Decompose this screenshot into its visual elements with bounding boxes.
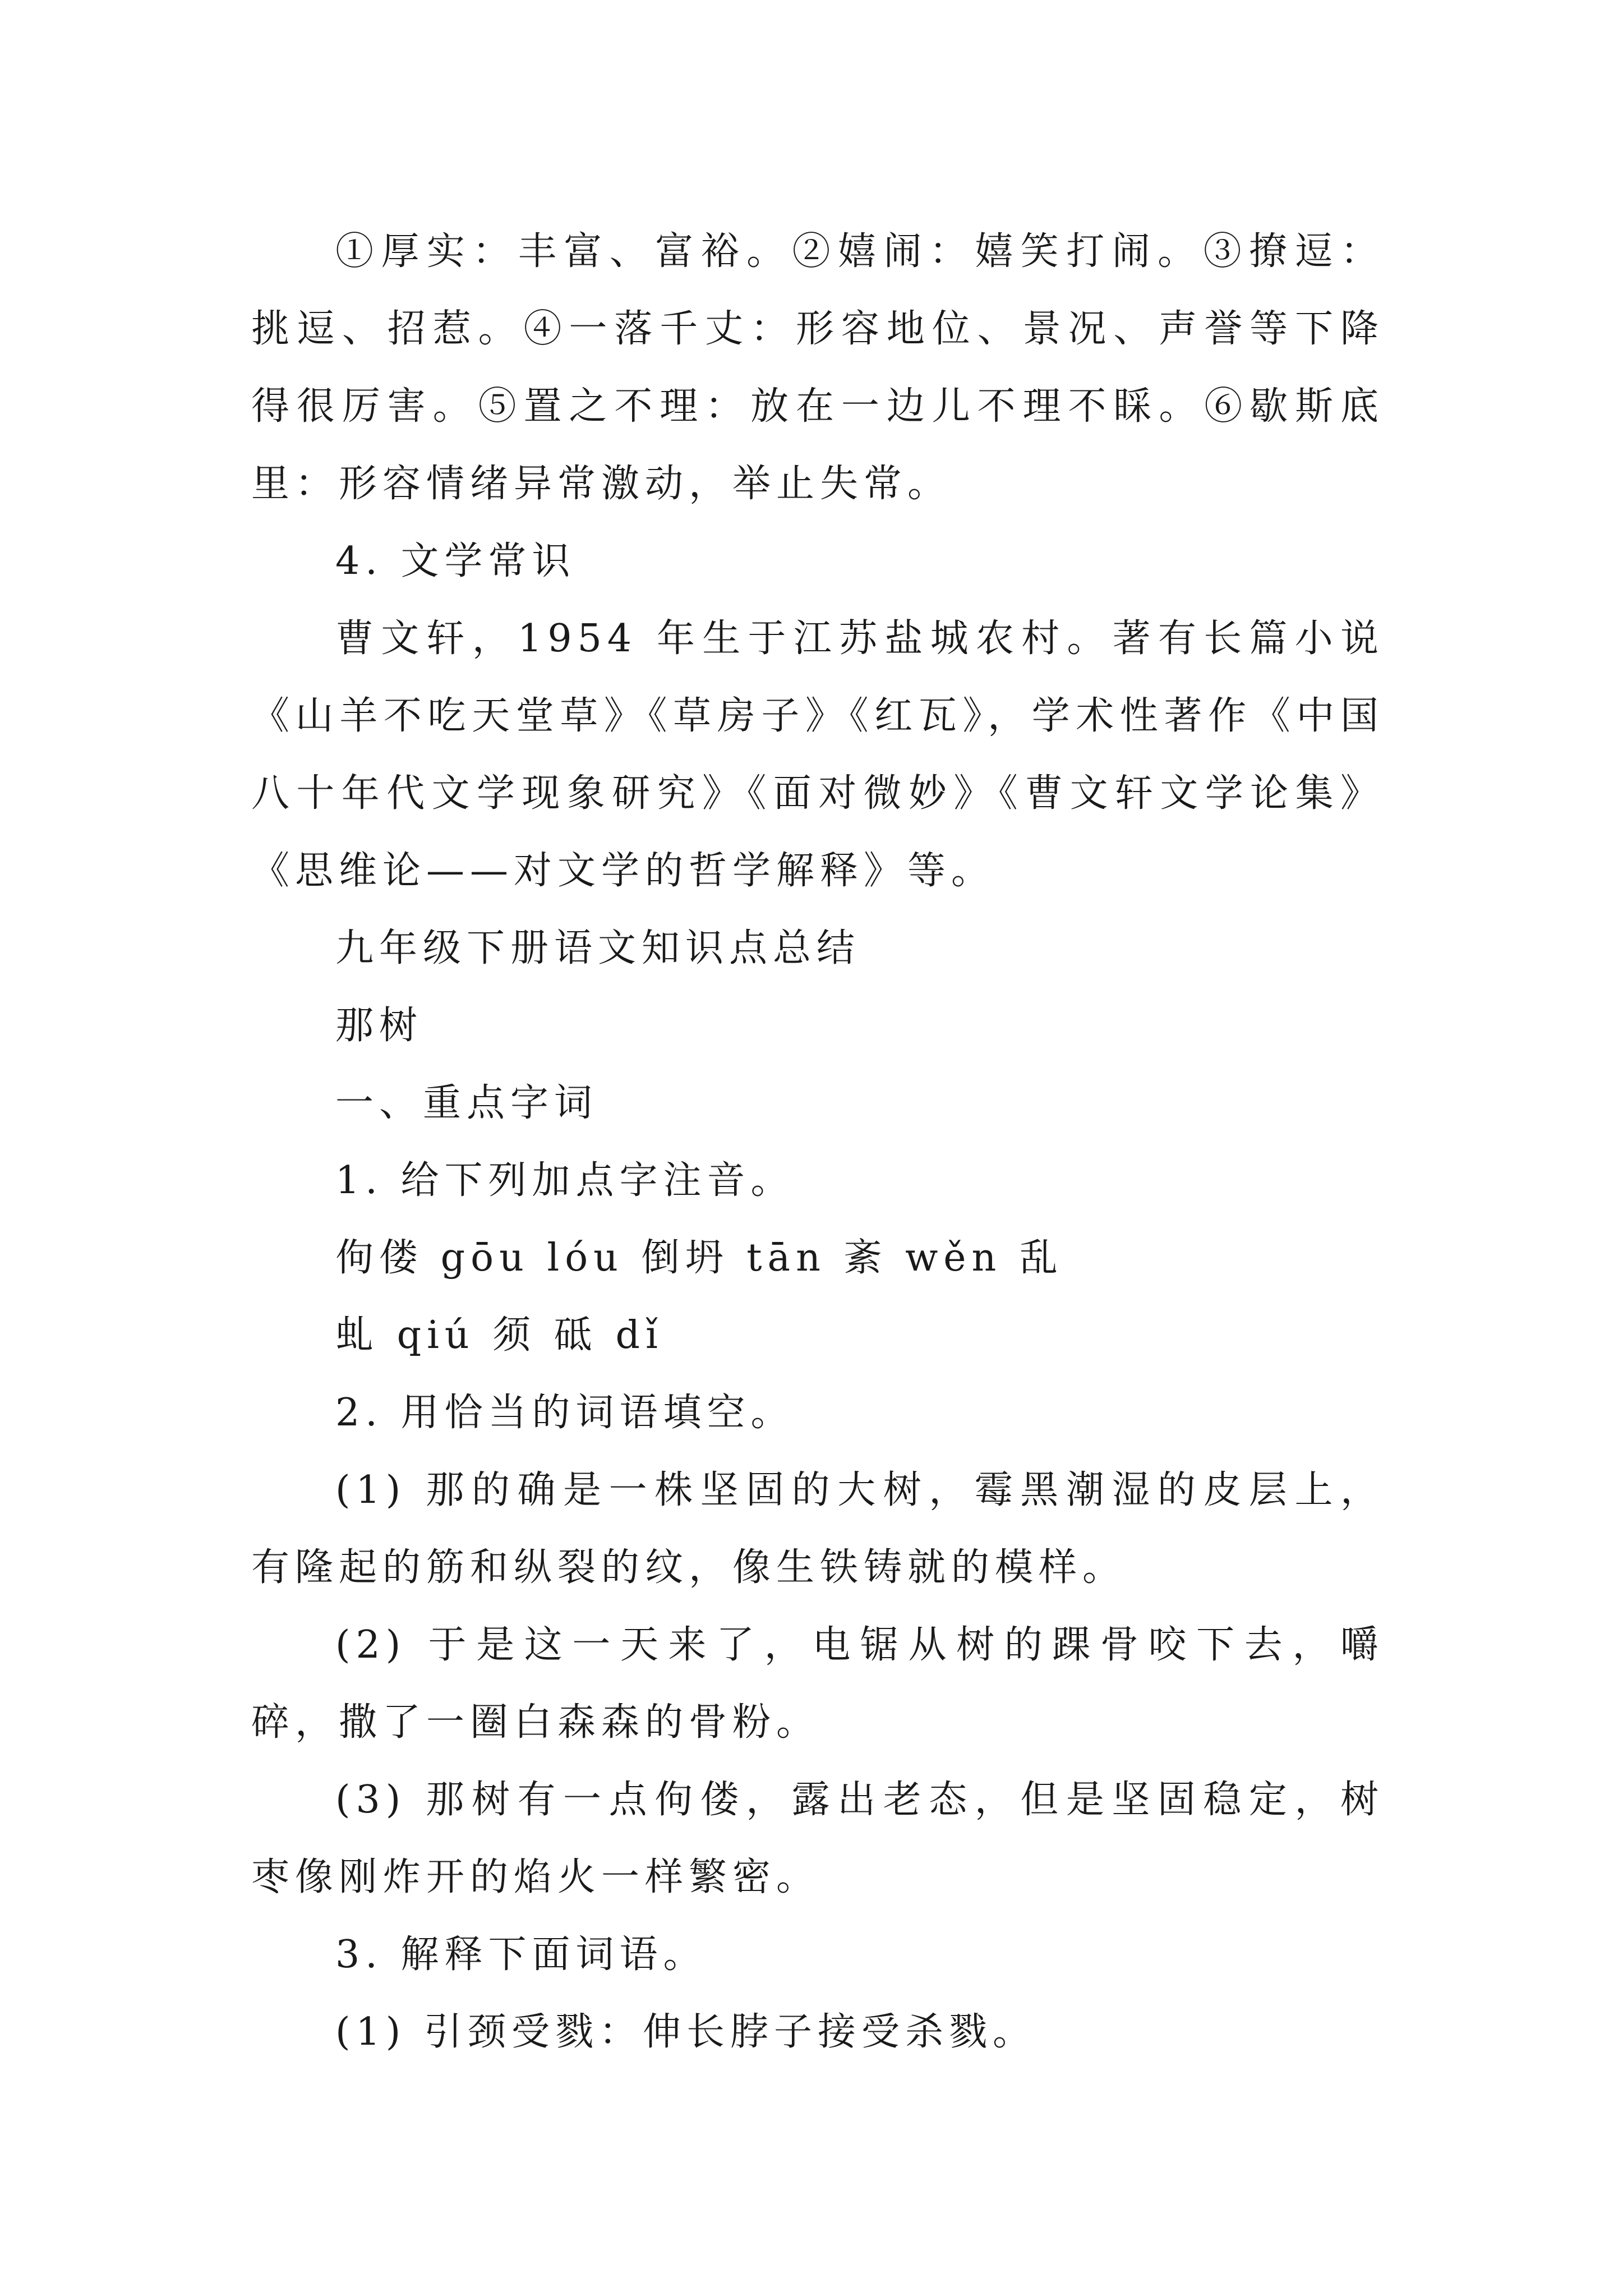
section-heading-key-words: 一、重点字词 <box>335 1081 598 1125</box>
exercise-1-heading: 1. 给下列加点字注音。 <box>335 1158 795 1203</box>
fill-in-item-2: (2) 于是这一天来了，电锯从树的踝骨咬下去，嚼碎，撒了一圈白森森的骨粉。 <box>251 1623 1384 1745</box>
pinyin-line-2: 虬 qiú 须 砥 dǐ <box>335 1313 663 1358</box>
exercise-2-heading: 2. 用恰当的词语填空。 <box>335 1391 795 1435</box>
pinyin-line-1: 佝偻 gōu lóu 倒坍 tān 紊 wěn 乱 <box>335 1236 1063 1280</box>
word-definitions-paragraph: ①厚实：丰富、富裕。②嬉闹：嬉笑打闹。③撩逗：挑逗、招惹。④一落千丈：形容地位、景况、声誉等下降得很厉害。⑤置之不理：放在一边儿不理不睬。⑥歇斯底里：形容情绪异常激动，举止失常。 <box>251 229 1384 506</box>
fill-in-item-3: (3) 那树有一点佝偻，露出老态，但是坚固稳定，树枣像刚炸开的焰火一样繁密。 <box>251 1778 1384 1899</box>
section-heading-literary-knowledge: 4. 文学常识 <box>335 539 576 583</box>
exercise-3-heading: 3. 解释下面词语。 <box>335 1932 707 1977</box>
author-bio-paragraph: 曹文轩，1954 年生于江苏盐城农村。著有长篇小说《山羊不吃天堂草》《草房子》《红瓦》，学术性著作《中国八十年代文学现象研究》《面对微妙》《曹文轩文学论集》《思维论——对文学的哲学解释》等。 <box>251 616 1384 893</box>
lesson-title: 那树 <box>335 1004 423 1048</box>
document-body <box>251 213 1384 2071</box>
document-title: 九年级下册语文知识点总结 <box>335 926 861 970</box>
fill-in-item-1: (1) 那的确是一株坚固的大树，霉黑潮湿的皮层上，有隆起的筋和纵裂的纹，像生铁铸就的模样。 <box>251 1468 1384 1590</box>
definition-item-1: (1) 引颈受戮：伸长脖子接受杀戮。 <box>335 2010 1036 2054</box>
